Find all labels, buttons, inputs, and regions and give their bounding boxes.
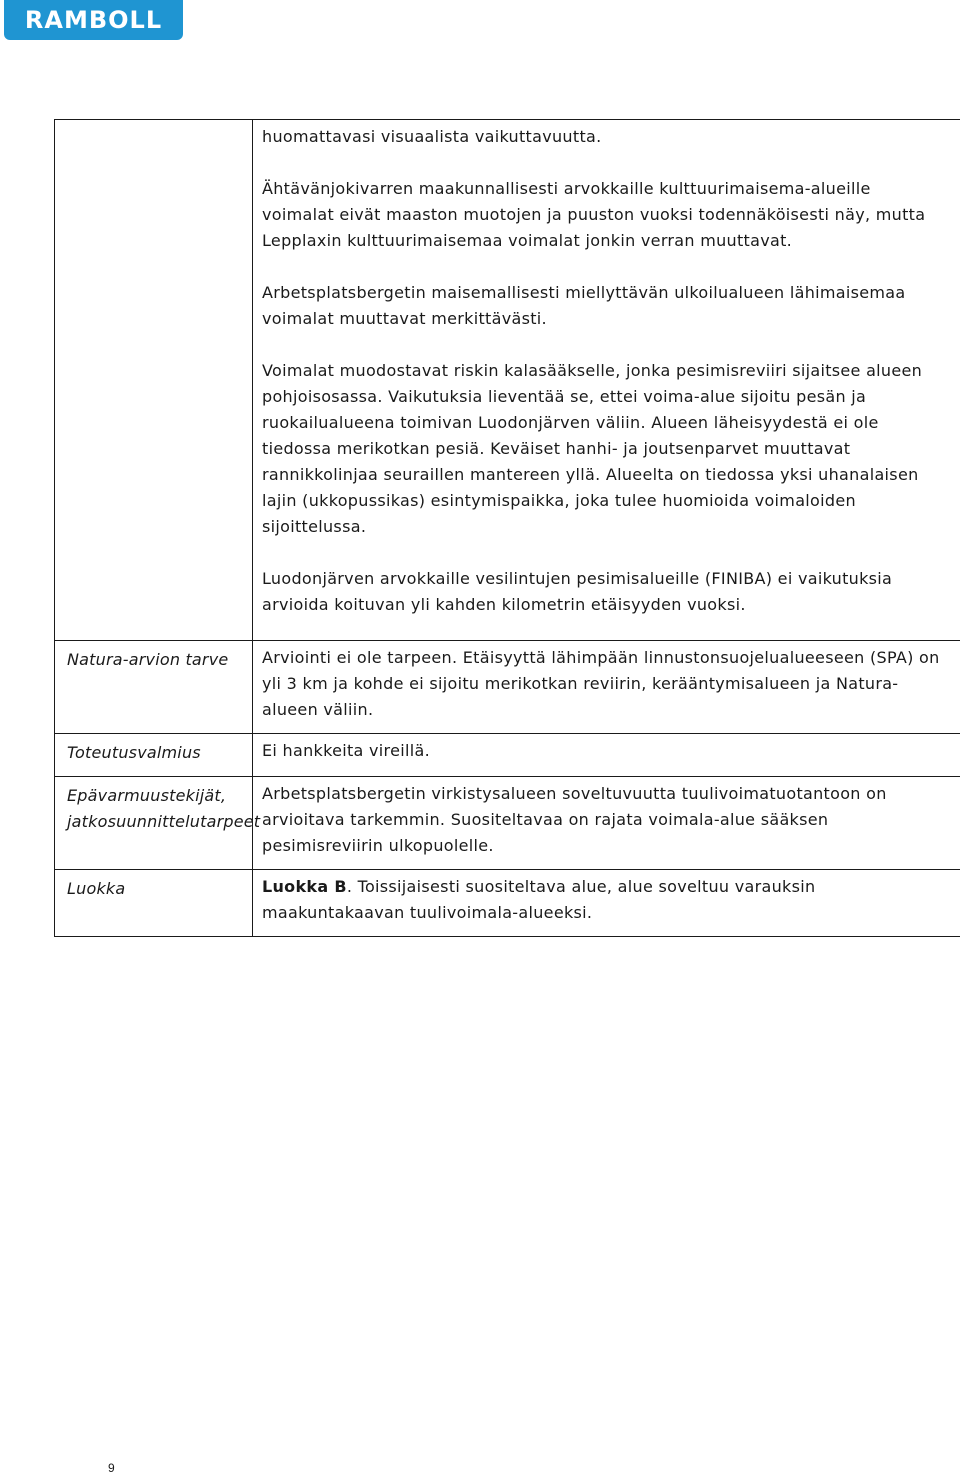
table-row-continued xyxy=(55,120,960,641)
class-description: . Toissijaisesti suositeltava alue, alue soveltuu varauksin maakuntakaavan tuulivoimala-alueeksi. xyxy=(262,877,816,922)
row-label-cell xyxy=(55,777,261,870)
row-content: Arbetsplatsbergetin virkistysalueen soveltuvuutta tuulivoimatuotantoon on arvioitava tarkemmin. Suositeltavaa on rajata voimala-alue sääksen pesimisreviirin ulkopuolelle. xyxy=(262,784,887,855)
class-rating: Luokka B xyxy=(262,877,347,896)
row-label-cell xyxy=(55,734,253,777)
paragraph-bird-risk: Voimalat muodostavat riskin kalasääkselle, jonka pesimisreviiri sijaitsee alueen pohjoisosassa. Vaikutuksia lieventää se, ettei voima-alue sijoitu pesän ja ruokailualueena toimivan Luodonjärven väliin. Alueen läheisyydestä ei ole tiedossa merikotkan pesiä. Keväiset hanhi- ja joutsenparvet muuttavat rannikkolinjaa seuraillen mantereen yllä. Alueelta on tiedossa yksi uhanalaisen lajin (ukkopussikas) esintymispaikka, joka tulee huomioida voimaloiden sijoittelussa. xyxy=(262,361,923,536)
logo-text: RAMBOLL xyxy=(24,6,163,34)
row-content-cell xyxy=(253,777,960,870)
table-row-natura xyxy=(55,641,960,734)
row-content: Ei hankkeita vireillä. xyxy=(262,741,430,760)
row-label-cell xyxy=(55,120,253,641)
row-content-cell xyxy=(253,641,960,734)
row-label: Luokka xyxy=(67,879,126,898)
row-content-cell xyxy=(253,120,960,641)
row-label-cell xyxy=(55,641,253,734)
row-label: Toteutusvalmius xyxy=(67,743,201,762)
row-label: Epävarmuustekijät, jatkosuunnittelutarpeet xyxy=(67,786,261,831)
paragraph-recreation-area: Arbetsplatsbergetin maisemallisesti miellyttävän ulkoilualueen lähimaisemaa voimalat muuttavat merkittävästi. xyxy=(262,283,906,328)
paragraph-cultural-landscape: Ähtävänjokivarren maakunnallisesti arvokkaille kulttuurimaisema-alueille voimalat eivät maaston muotojen ja puuston vuoksi todennäköisesti näy, mutta Lepplaxin kulttuurimaisemaa voimalat jonkin verran muuttavat. xyxy=(262,179,926,250)
page-number: 9 xyxy=(108,1461,115,1475)
row-content-cell xyxy=(253,734,960,777)
row-label xyxy=(55,120,252,136)
table-row-luokka xyxy=(55,870,960,937)
row-content-cell xyxy=(253,870,960,937)
table-row-toteutusvalmius xyxy=(55,734,960,777)
ramboll-logo xyxy=(4,0,183,40)
row-label: Natura-arvion tarve xyxy=(67,650,229,669)
assessment-table xyxy=(54,119,960,937)
row-content: Arviointi ei ole tarpeen. Etäisyyttä lähimpään linnustonsuojelualueeseen (SPA) on yli 3 km ja kohde ei sijoitu merikotkan reviirin, kerääntymisalueen ja Natura-alueen väliin. xyxy=(262,648,940,719)
table-row-epavarmuustekijat xyxy=(55,777,960,870)
paragraph-finiba: Luodonjärven arvokkaille vesilintujen pesimisalueille (FINIBA) ei vaikutuksia arvioida koituvan yli kahden kilometrin etäisyyden vuoksi. xyxy=(262,569,893,614)
paragraph-visual-impact: huomattavasi visuaalista vaikuttavuutta. xyxy=(262,127,602,146)
row-content xyxy=(253,870,960,936)
row-label-cell xyxy=(55,870,253,937)
